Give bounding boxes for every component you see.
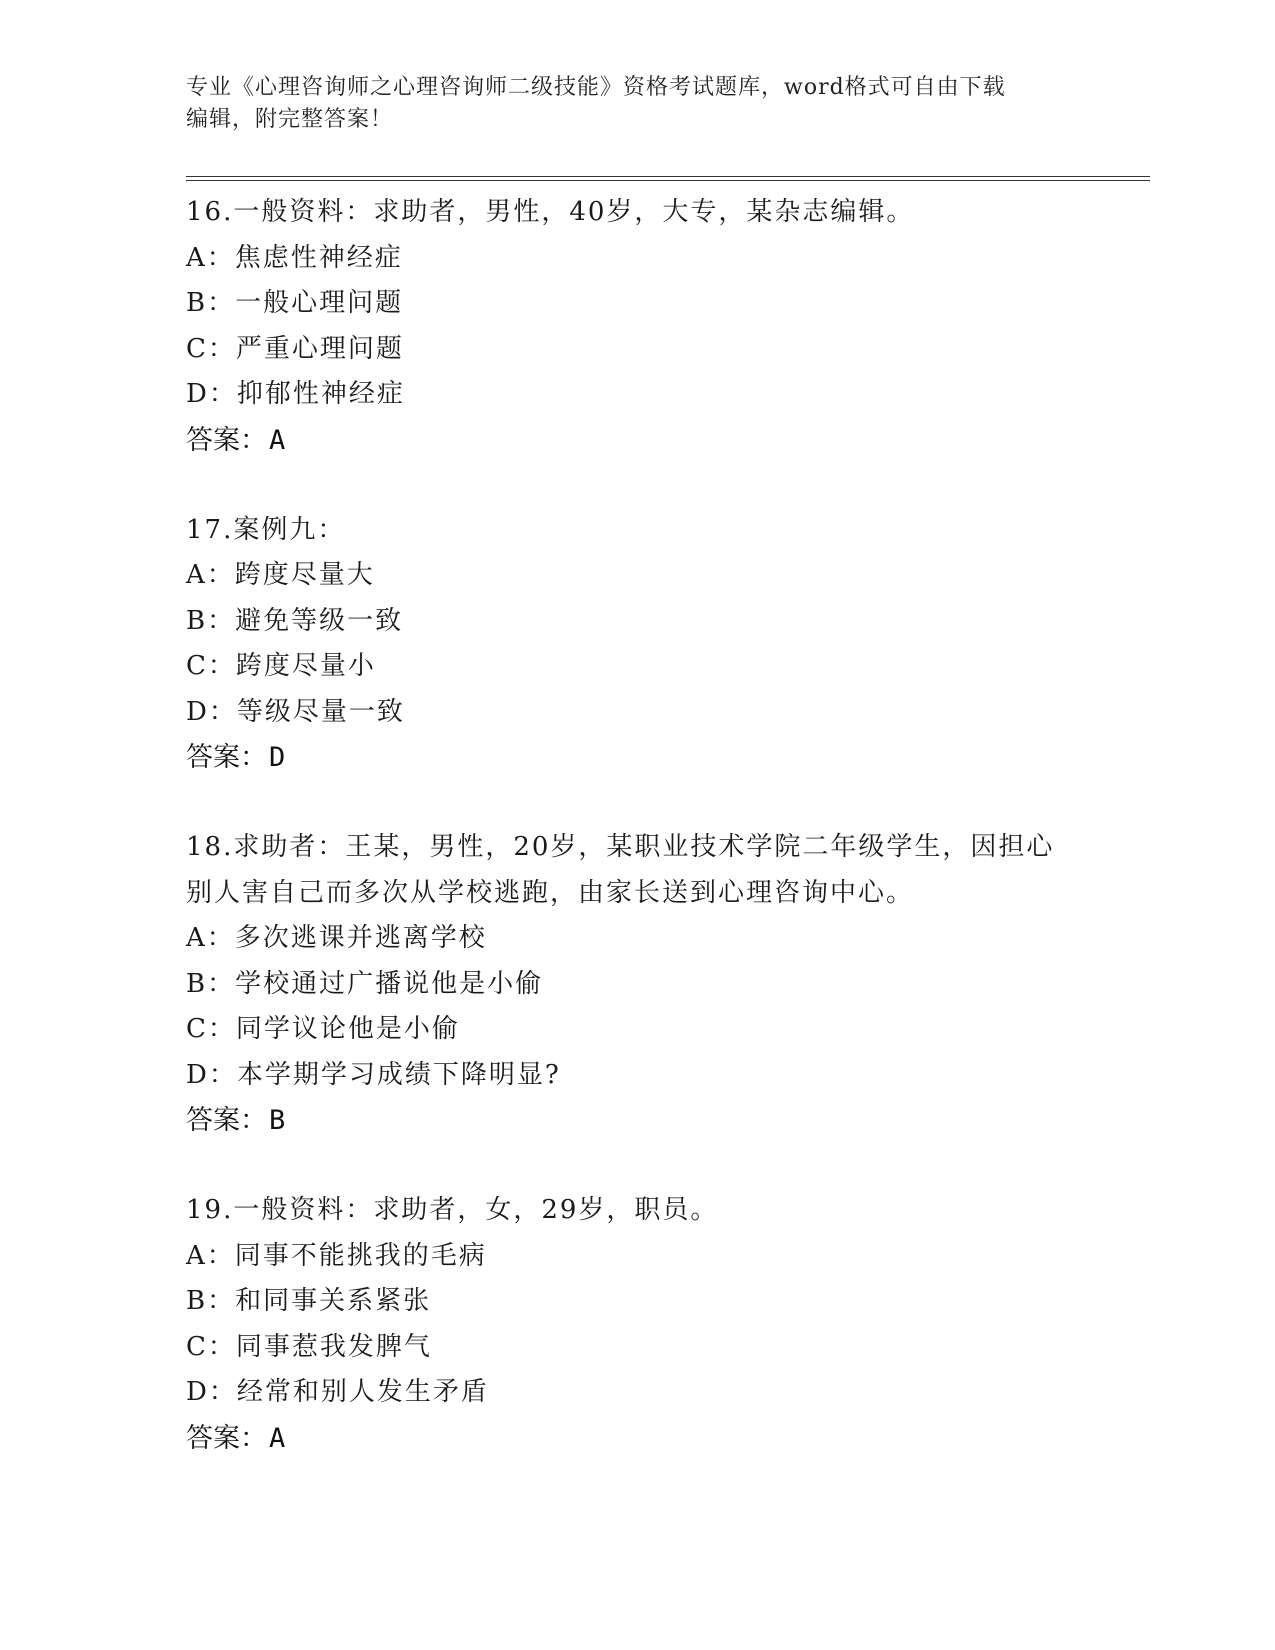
answer-line <box>186 735 1086 780</box>
option-b: B：学校通过广播说他是小偷 <box>186 968 544 999</box>
option-c: C：跨度尽量小 <box>186 651 376 681</box>
option-b: B：和同事关系紧张 <box>186 1286 432 1316</box>
header-line-1: 专业《心理咨询师之心理咨询师二级技能》资格考试题库，word格式可自由下载 <box>186 75 1006 100</box>
option-a: A：焦虑性神经症 <box>186 242 403 273</box>
answer-line <box>186 418 1086 463</box>
answer-label: 答案： <box>186 1105 267 1136</box>
option-b: B：避免等级一致 <box>186 605 404 636</box>
option-a: A：跨度尽量大 <box>186 560 375 590</box>
option-d: D：本学期学习成绩下降明显? <box>186 1059 561 1090</box>
answer-label: 答案： <box>186 424 267 456</box>
question-16 <box>186 190 1086 463</box>
option-b: B：一般心理问题 <box>186 288 404 318</box>
option-c: C：同事惹我发脾气 <box>186 1331 432 1362</box>
answer-value: D <box>269 742 286 773</box>
option-c: C：同学议论他是小偷 <box>186 1014 460 1044</box>
answer-label: 答案： <box>186 742 267 773</box>
option-d: D：抑郁性神经症 <box>186 379 405 409</box>
answer-value: A <box>269 1422 286 1454</box>
question-17 <box>186 508 1086 781</box>
option-d: D：等级尽量一致 <box>186 696 405 727</box>
option-a: A：同事不能挑我的毛病 <box>186 1240 487 1271</box>
document-header <box>186 72 1086 136</box>
question-stem: 16.一般资料：求助者，男性，40岁，大专，某杂志编辑。 <box>186 197 915 227</box>
question-18 <box>186 825 1086 1143</box>
option-c: C：严重心理问题 <box>186 333 404 364</box>
header-line-2: 编辑，附完整答案！ <box>186 107 394 132</box>
answer-value: A <box>269 424 286 456</box>
question-stem: 18.求助者：王某，男性，20岁，某职业技术学院二年级学生，因担心 <box>186 832 1055 862</box>
header-divider <box>186 176 1150 181</box>
question-stem: 19.一般资料：求助者，女，29岁，职员。 <box>186 1195 719 1225</box>
answer-line <box>186 1416 1086 1461</box>
answer-label: 答案： <box>186 1422 267 1454</box>
question-stem-cont: 别人害自己而多次从学校逃跑，由家长送到心理咨询中心。 <box>186 877 915 908</box>
answer-line <box>186 1098 1086 1143</box>
answer-value: B <box>269 1105 286 1136</box>
question-list <box>186 190 1086 1506</box>
option-d: D：经常和别人发生矛盾 <box>186 1377 489 1407</box>
question-stem: 17.案例九： <box>186 514 346 545</box>
question-19 <box>186 1188 1086 1461</box>
option-a: A：多次逃课并逃离学校 <box>186 923 487 953</box>
